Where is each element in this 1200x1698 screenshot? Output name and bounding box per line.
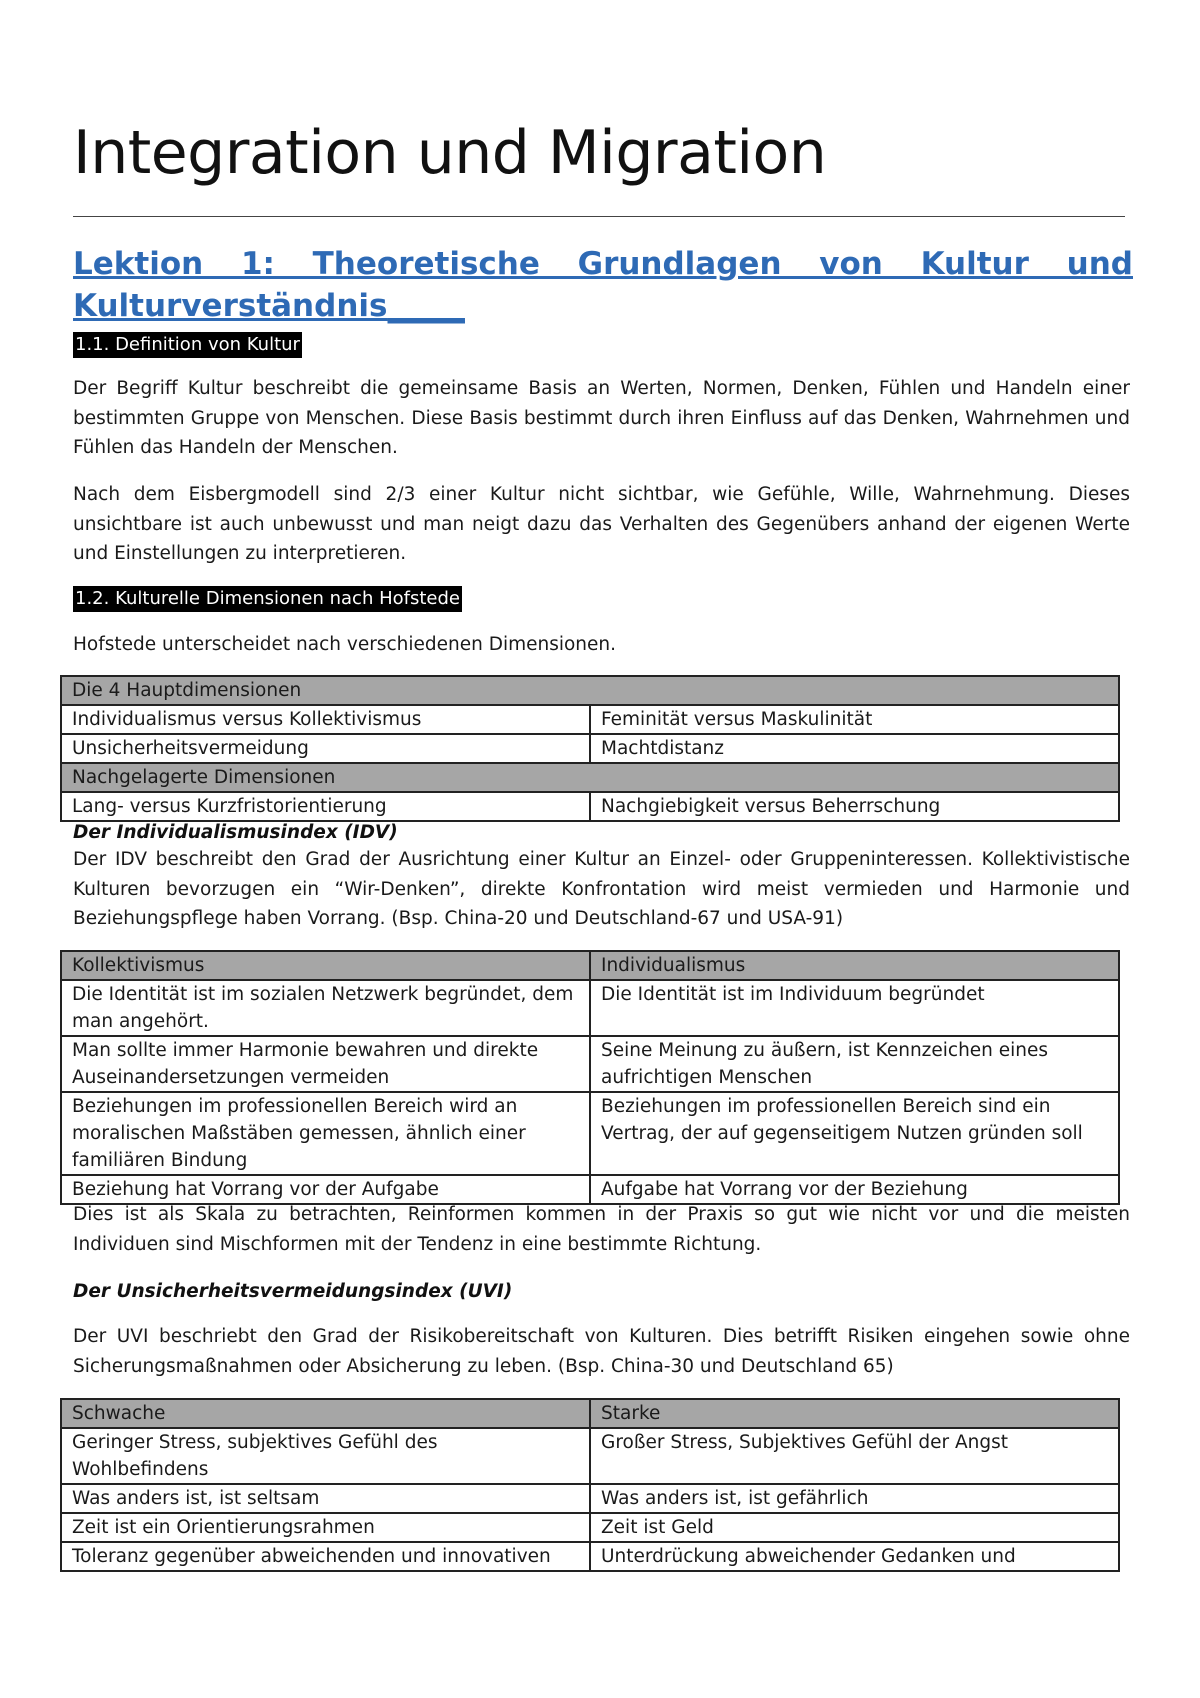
- paragraph-uvi: Der UVI beschriebt den Grad der Risikobereitschaft von Kulturen. Dies betrifft Risiken eingehen sowie ohne Sicherungsmaßnahmen oder Absicherung zu leben. (Bsp. China-30 und Deutschland 65): [73, 1326, 1130, 1377]
- table-cell: Beziehungen im professionellen Bereich sind ein Vertrag, der auf gegenseitigem Nutzen gründen soll: [590, 1092, 1119, 1175]
- table-cell: Zeit ist ein Orientierungsrahmen: [61, 1513, 590, 1542]
- document-title: Integration und Migration: [73, 118, 827, 188]
- table-row: [61, 734, 1119, 763]
- table-row: [61, 1428, 1119, 1484]
- lesson-title-text: Lektion 1: Theoretische Grundlagen von Kultur und Kulturverständnis: [73, 246, 1133, 324]
- table-cell: Toleranz gegenüber abweichenden und innovativen: [61, 1542, 590, 1571]
- lesson-heading: [73, 243, 1133, 327]
- table-header-row: [61, 676, 1119, 705]
- table-cell: Die Identität ist im sozialen Netzwerk begründet, dem man angehört.: [61, 980, 590, 1036]
- table-cell: Die Identität ist im Individuum begründet: [590, 980, 1119, 1036]
- table-cell: Feminität versus Maskulinität: [590, 705, 1119, 734]
- lesson-title-trailing: _____: [387, 288, 465, 324]
- section-heading-1-2: 1.2. Kulturelle Dimensionen nach Hofstede: [73, 586, 462, 612]
- uvi-heading: Der Unsicherheitsvermeidungsindex (UVI): [73, 1281, 513, 1302]
- paragraph-idv: Der IDV beschreibt den Grad der Ausrichtung einer Kultur an Einzel- oder Gruppeninteressen. Kollektivistische Kulturen bevorzugen ein “Wir-Denken”, direkte Konfrontation wird meist vermieden und Harmonie und Beziehungspflege haben Vorrang. (Bsp. China-20 und Deutschland-67 und USA-91): [73, 849, 1130, 929]
- table-cell: Aufgabe hat Vorrang vor der Beziehung: [590, 1175, 1119, 1204]
- paragraph-eisbergmodell: Nach dem Eisbergmodell sind 2/3 einer Kultur nicht sichtbar, wie Gefühle, Wille, Wahrnehmung. Dieses unsichtbare ist auch unbewusst und man neigt dazu das Verhalten des Gegenübers anhand der eigenen Werte und Einstellungen zu interpretieren.: [73, 484, 1130, 564]
- table-header-row: [61, 763, 1119, 792]
- table-header-row: [61, 1399, 1119, 1428]
- table-header-cell: Starke: [590, 1399, 1119, 1428]
- table-header-cell: Kollektivismus: [61, 951, 590, 980]
- table-row: [61, 792, 1119, 821]
- table-row: [61, 980, 1119, 1036]
- table-cell: Was anders ist, ist gefährlich: [590, 1484, 1119, 1513]
- table-header-cell: Individualismus: [590, 951, 1119, 980]
- table-header-row: [61, 951, 1119, 980]
- table-cell: Zeit ist Geld: [590, 1513, 1119, 1542]
- dimensions-table: [60, 675, 1120, 822]
- idv-heading: Der Individualismusindex (IDV): [73, 822, 398, 843]
- paragraph-hofstede-intro: Hofstede unterscheidet nach verschiedenen Dimensionen.: [73, 634, 617, 655]
- table-cell: Man sollte immer Harmonie bewahren und direkte Auseinandersetzungen vermeiden: [61, 1036, 590, 1092]
- table-cell: Unsicherheitsvermeidung: [61, 734, 590, 763]
- title-divider: [73, 216, 1125, 217]
- table-header-cell: Nachgelagerte Dimensionen: [61, 763, 1119, 792]
- table-cell: Lang- versus Kurzfristorientierung: [61, 792, 590, 821]
- table-cell: Unterdrückung abweichender Gedanken und: [590, 1542, 1119, 1571]
- table-header-cell: Schwache: [61, 1399, 590, 1428]
- table-cell: Was anders ist, ist seltsam: [61, 1484, 590, 1513]
- table-row: [61, 1513, 1119, 1542]
- table-row: [61, 705, 1119, 734]
- table-row: [61, 1036, 1119, 1092]
- table-cell: Nachgiebigkeit versus Beherrschung: [590, 792, 1119, 821]
- table-cell: Beziehungen im professionellen Bereich wird an moralischen Maßstäben gemessen, ähnlich einer familiären Bindung: [61, 1092, 590, 1175]
- table-cell: Beziehung hat Vorrang vor der Aufgabe: [61, 1175, 590, 1204]
- section-heading-1-1: 1.1. Definition von Kultur: [73, 332, 302, 358]
- table-header-cell: Die 4 Hauptdimensionen: [61, 676, 1119, 705]
- table-cell: Machtdistanz: [590, 734, 1119, 763]
- idv-table: [60, 950, 1120, 1205]
- table-cell: Großer Stress, Subjektives Gefühl der Angst: [590, 1428, 1119, 1484]
- paragraph-kultur-definition: Der Begriff Kultur beschreibt die gemeinsame Basis an Werten, Normen, Denken, Fühlen und Handeln einer bestimmten Gruppe von Menschen. Diese Basis bestimmt durch ihren Einfluss auf das Denken, Wahrnehmen und Fühlen das Handeln der Menschen.: [73, 378, 1130, 458]
- uvi-table: [60, 1398, 1120, 1572]
- table-cell: Individualismus versus Kollektivismus: [61, 705, 590, 734]
- table-cell: Seine Meinung zu äußern, ist Kennzeichen eines aufrichtigen Menschen: [590, 1036, 1119, 1092]
- paragraph-idv-scale: Dies ist als Skala zu betrachten, Reinformen kommen in der Praxis so gut wie nicht vor und die meisten Individuen sind Mischformen mit der Tendenz in eine bestimmte Richtung.: [73, 1204, 1130, 1255]
- table-cell: Geringer Stress, subjektives Gefühl des Wohlbefindens: [61, 1428, 590, 1484]
- table-row: [61, 1542, 1119, 1571]
- table-row: [61, 1092, 1119, 1175]
- table-row: [61, 1484, 1119, 1513]
